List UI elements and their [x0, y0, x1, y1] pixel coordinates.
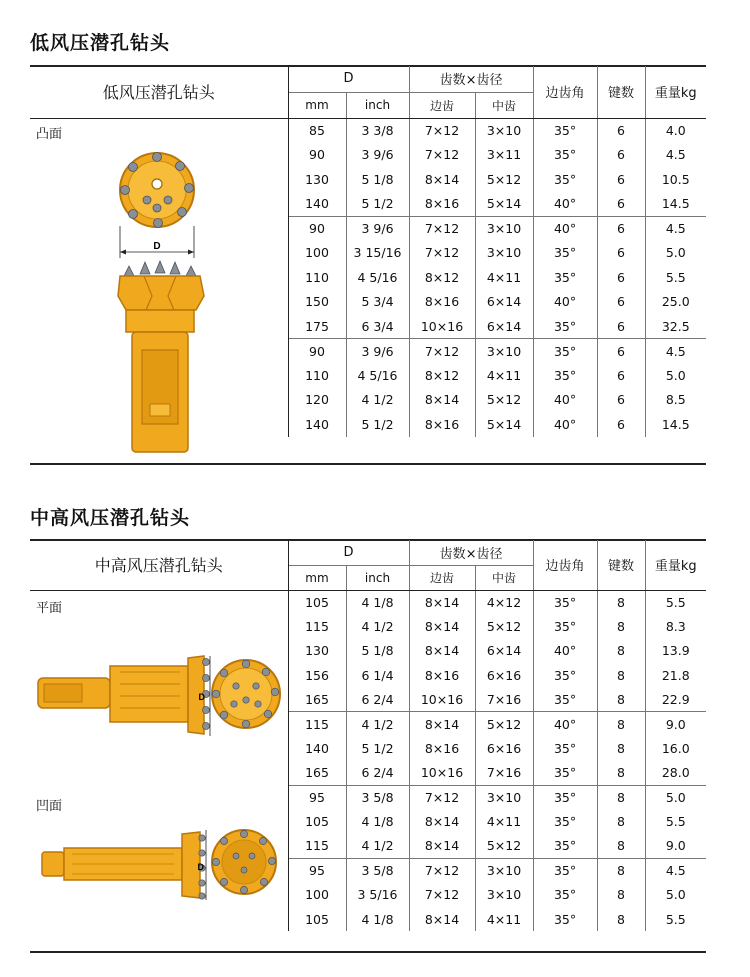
- cell-side-teeth: 7×12: [409, 216, 475, 241]
- cell-middle-teeth: 3×10: [475, 883, 533, 907]
- cell-angle: 40°: [533, 290, 597, 315]
- cell-inch: 3 5/8: [346, 858, 409, 882]
- cell-angle: 35°: [533, 688, 597, 712]
- cell-mm: 105: [288, 907, 346, 931]
- cell-mm: 85: [288, 118, 346, 143]
- cell-middle-teeth: 4×11: [475, 265, 533, 290]
- cell-angle: 35°: [533, 590, 597, 614]
- cell-side-teeth: 8×14: [409, 907, 475, 931]
- header-side-teeth: 边齿: [409, 565, 475, 590]
- cell-angle: 35°: [533, 118, 597, 143]
- cell-middle-teeth: 3×10: [475, 339, 533, 364]
- cell-side-teeth: 8×14: [409, 712, 475, 736]
- cell-inch: 5 3/4: [346, 290, 409, 315]
- cell-keys: 8: [597, 639, 645, 663]
- cell-angle: 35°: [533, 339, 597, 364]
- bit-side-view: [38, 656, 210, 736]
- header-middle-teeth: 中齿: [475, 92, 533, 118]
- cell-angle: 35°: [533, 363, 597, 388]
- diameter-label: D: [153, 241, 161, 252]
- cell-weight: 16.0: [645, 736, 706, 760]
- cell-middle-teeth: 4×11: [475, 363, 533, 388]
- cell-inch: 4 5/16: [346, 265, 409, 290]
- header-middle-teeth: 中齿: [475, 565, 533, 590]
- cell-side-teeth: 8×16: [409, 736, 475, 760]
- header-side-teeth: 边齿: [409, 92, 475, 118]
- bit-side-view: [118, 261, 204, 452]
- cell-keys: 6: [597, 167, 645, 192]
- cell-keys: 6: [597, 363, 645, 388]
- cell-side-teeth: 7×12: [409, 118, 475, 143]
- cell-mm: 105: [288, 810, 346, 834]
- cell-side-teeth: 8×14: [409, 639, 475, 663]
- cell-weight: 32.5: [645, 314, 706, 339]
- cell-angle: 35°: [533, 167, 597, 192]
- cell-weight: 13.9: [645, 639, 706, 663]
- cell-weight: 5.0: [645, 363, 706, 388]
- cell-inch: 4 1/8: [346, 907, 409, 931]
- cell-angle: 35°: [533, 314, 597, 339]
- cell-mm: 140: [288, 192, 346, 217]
- cell-keys: 6: [597, 339, 645, 364]
- header-keys: 键数: [597, 66, 645, 118]
- cell-inch: 3 15/16: [346, 241, 409, 266]
- cell-weight: 4.0: [645, 118, 706, 143]
- section-title: 中高风压潜孔钻头: [30, 507, 191, 529]
- cell-keys: 8: [597, 614, 645, 638]
- bit-side-view: [42, 830, 206, 900]
- cell-weight: 4.5: [645, 339, 706, 364]
- cell-middle-teeth: 5×12: [475, 388, 533, 413]
- convex-bit-illustration: [100, 148, 220, 458]
- cell-middle-teeth: 5×12: [475, 614, 533, 638]
- table-name: 中高风压潜孔钻头: [30, 540, 288, 590]
- table-name: 低风压潜孔钻头: [30, 66, 288, 118]
- cell-middle-teeth: 5×14: [475, 412, 533, 437]
- category-label-concave: 凹面: [36, 799, 63, 814]
- cell-weight: 4.5: [645, 143, 706, 168]
- cell-mm: 140: [288, 412, 346, 437]
- header-weight: 重量kg: [645, 540, 706, 590]
- cell-inch: 4 1/2: [346, 388, 409, 413]
- cell-angle: 40°: [533, 216, 597, 241]
- cell-keys: 6: [597, 265, 645, 290]
- cell-inch: 5 1/2: [346, 736, 409, 760]
- category-label-convex: 凸面: [36, 127, 63, 142]
- cell-weight: 28.0: [645, 761, 706, 785]
- cell-mm: 105: [288, 590, 346, 614]
- cell-mm: 115: [288, 834, 346, 858]
- cell-inch: 3 9/6: [346, 216, 409, 241]
- cell-keys: 6: [597, 143, 645, 168]
- cell-angle: 35°: [533, 736, 597, 760]
- cell-keys: 8: [597, 590, 645, 614]
- cell-side-teeth: 8×14: [409, 388, 475, 413]
- cell-weight: 4.5: [645, 858, 706, 882]
- cell-weight: 9.0: [645, 712, 706, 736]
- header-inch: inch: [346, 92, 409, 118]
- cell-mm: 120: [288, 388, 346, 413]
- cell-mm: 165: [288, 688, 346, 712]
- cell-inch: 4 1/8: [346, 590, 409, 614]
- diameter-label: D: [198, 692, 205, 702]
- cell-inch: 4 1/2: [346, 834, 409, 858]
- cell-middle-teeth: 3×10: [475, 216, 533, 241]
- cell-keys: 8: [597, 883, 645, 907]
- cell-angle: 35°: [533, 883, 597, 907]
- cell-angle: 35°: [533, 761, 597, 785]
- cell-keys: 8: [597, 663, 645, 687]
- cell-mm: 90: [288, 216, 346, 241]
- cell-middle-teeth: 5×14: [475, 192, 533, 217]
- cell-side-teeth: 8×16: [409, 192, 475, 217]
- cell-side-teeth: 8×14: [409, 614, 475, 638]
- cell-inch: 4 5/16: [346, 363, 409, 388]
- cell-middle-teeth: 3×10: [475, 118, 533, 143]
- cell-angle: 35°: [533, 858, 597, 882]
- cell-inch: 3 5/16: [346, 883, 409, 907]
- cell-side-teeth: 8×16: [409, 412, 475, 437]
- cell-side-teeth: 8×14: [409, 810, 475, 834]
- cell-side-teeth: 8×14: [409, 167, 475, 192]
- cell-side-teeth: 10×16: [409, 688, 475, 712]
- section-title: 低风压潜孔钻头: [30, 32, 171, 54]
- cell-mm: 110: [288, 363, 346, 388]
- header-teeth: 齿数×齿径: [409, 540, 533, 565]
- cell-middle-teeth: 6×14: [475, 314, 533, 339]
- cell-keys: 6: [597, 216, 645, 241]
- cell-side-teeth: 10×16: [409, 761, 475, 785]
- cell-middle-teeth: 3×10: [475, 785, 533, 809]
- diameter-label: D: [197, 862, 204, 872]
- cell-weight: 10.5: [645, 167, 706, 192]
- cell-side-teeth: 7×12: [409, 785, 475, 809]
- cell-angle: 40°: [533, 712, 597, 736]
- cell-angle: 35°: [533, 907, 597, 931]
- cell-mm: 165: [288, 761, 346, 785]
- cell-weight: 14.5: [645, 412, 706, 437]
- cell-mm: 100: [288, 883, 346, 907]
- table-row: [30, 590, 706, 614]
- cell-mm: 110: [288, 265, 346, 290]
- concave-bit-illustration: [38, 826, 284, 906]
- cell-inch: 4 1/2: [346, 712, 409, 736]
- cell-weight: 5.5: [645, 265, 706, 290]
- cell-inch: 3 3/8: [346, 118, 409, 143]
- cell-weight: 14.5: [645, 192, 706, 217]
- cell-keys: 6: [597, 388, 645, 413]
- cell-keys: 8: [597, 810, 645, 834]
- cell-weight: 5.0: [645, 785, 706, 809]
- section-rule: [30, 951, 706, 953]
- cell-inch: 4 1/8: [346, 810, 409, 834]
- header-weight: 重量kg: [645, 66, 706, 118]
- cell-angle: 35°: [533, 614, 597, 638]
- cell-keys: 8: [597, 785, 645, 809]
- cell-mm: 140: [288, 736, 346, 760]
- cell-angle: 40°: [533, 192, 597, 217]
- cell-angle: 35°: [533, 663, 597, 687]
- header-angle: 边齿角: [533, 66, 597, 118]
- section-rule: [30, 463, 706, 465]
- cell-weight: 5.0: [645, 883, 706, 907]
- cell-middle-teeth: 4×11: [475, 810, 533, 834]
- cell-inch: 6 2/4: [346, 688, 409, 712]
- cell-keys: 6: [597, 118, 645, 143]
- cell-mm: 95: [288, 785, 346, 809]
- cell-middle-teeth: 3×10: [475, 241, 533, 266]
- cell-side-teeth: 8×16: [409, 663, 475, 687]
- cell-middle-teeth: 4×11: [475, 907, 533, 931]
- bit-face-view: [212, 830, 276, 894]
- cell-middle-teeth: 6×16: [475, 663, 533, 687]
- cell-weight: 8.3: [645, 614, 706, 638]
- cell-keys: 6: [597, 192, 645, 217]
- cell-inch: 4 1/2: [346, 614, 409, 638]
- cell-mm: 156: [288, 663, 346, 687]
- cell-inch: 3 9/6: [346, 143, 409, 168]
- flat-bit-illustration: [34, 650, 284, 742]
- cell-inch: 5 1/2: [346, 412, 409, 437]
- cell-side-teeth: 8×14: [409, 590, 475, 614]
- cell-keys: 8: [597, 858, 645, 882]
- cell-side-teeth: 8×14: [409, 834, 475, 858]
- cell-side-teeth: 7×12: [409, 339, 475, 364]
- cell-keys: 6: [597, 314, 645, 339]
- cell-middle-teeth: 7×16: [475, 688, 533, 712]
- cell-angle: 35°: [533, 265, 597, 290]
- cell-weight: 5.5: [645, 590, 706, 614]
- cell-weight: 25.0: [645, 290, 706, 315]
- cell-keys: 6: [597, 290, 645, 315]
- cell-mm: 175: [288, 314, 346, 339]
- cell-middle-teeth: 7×16: [475, 761, 533, 785]
- header-teeth: 齿数×齿径: [409, 66, 533, 92]
- bit-face-view: [212, 660, 280, 728]
- cell-side-teeth: 7×12: [409, 883, 475, 907]
- cell-middle-teeth: 6×14: [475, 290, 533, 315]
- header-angle: 边齿角: [533, 540, 597, 590]
- cell-keys: 6: [597, 241, 645, 266]
- cell-inch: 3 5/8: [346, 785, 409, 809]
- cell-mm: 90: [288, 143, 346, 168]
- cell-angle: 35°: [533, 241, 597, 266]
- cell-angle: 40°: [533, 388, 597, 413]
- cell-keys: 8: [597, 688, 645, 712]
- cell-weight: 5.0: [645, 241, 706, 266]
- cell-middle-teeth: 3×10: [475, 858, 533, 882]
- cell-weight: 5.5: [645, 810, 706, 834]
- cell-mm: 150: [288, 290, 346, 315]
- cell-inch: 6 3/4: [346, 314, 409, 339]
- cell-angle: 35°: [533, 785, 597, 809]
- cell-side-teeth: 8×16: [409, 290, 475, 315]
- cell-side-teeth: 8×12: [409, 363, 475, 388]
- header-d: D: [288, 66, 409, 92]
- cell-angle: 40°: [533, 639, 597, 663]
- header-keys: 键数: [597, 540, 645, 590]
- table-row: [30, 118, 706, 143]
- cell-middle-teeth: 3×11: [475, 143, 533, 168]
- cell-middle-teeth: 5×12: [475, 834, 533, 858]
- bit-face-view: [120, 153, 194, 228]
- cell-middle-teeth: 4×12: [475, 590, 533, 614]
- cell-middle-teeth: 5×12: [475, 167, 533, 192]
- cell-side-teeth: 7×12: [409, 858, 475, 882]
- cell-mm: 115: [288, 712, 346, 736]
- cell-keys: 6: [597, 412, 645, 437]
- cell-weight: 22.9: [645, 688, 706, 712]
- cell-side-teeth: 8×12: [409, 265, 475, 290]
- cell-keys: 8: [597, 712, 645, 736]
- cell-angle: 35°: [533, 143, 597, 168]
- cell-weight: 9.0: [645, 834, 706, 858]
- cell-angle: 35°: [533, 810, 597, 834]
- header-mm: mm: [288, 565, 346, 590]
- cell-angle: 35°: [533, 834, 597, 858]
- cell-weight: 4.5: [645, 216, 706, 241]
- cell-inch: 5 1/2: [346, 192, 409, 217]
- cell-weight: 8.5: [645, 388, 706, 413]
- cell-side-teeth: 7×12: [409, 143, 475, 168]
- cell-weight: 5.5: [645, 907, 706, 931]
- cell-middle-teeth: 6×16: [475, 736, 533, 760]
- cell-weight: 21.8: [645, 663, 706, 687]
- cell-inch: 6 2/4: [346, 761, 409, 785]
- cell-angle: 40°: [533, 412, 597, 437]
- cell-mm: 130: [288, 639, 346, 663]
- cell-inch: 5 1/8: [346, 167, 409, 192]
- header-d: D: [288, 540, 409, 565]
- cell-keys: 8: [597, 736, 645, 760]
- cell-mm: 115: [288, 614, 346, 638]
- cell-inch: 5 1/8: [346, 639, 409, 663]
- cell-mm: 95: [288, 858, 346, 882]
- cell-mm: 100: [288, 241, 346, 266]
- cell-mm: 90: [288, 339, 346, 364]
- cell-middle-teeth: 5×12: [475, 712, 533, 736]
- cell-mm: 130: [288, 167, 346, 192]
- cell-keys: 8: [597, 761, 645, 785]
- cell-middle-teeth: 6×14: [475, 639, 533, 663]
- cell-keys: 8: [597, 907, 645, 931]
- cell-side-teeth: 7×12: [409, 241, 475, 266]
- cell-side-teeth: 10×16: [409, 314, 475, 339]
- cell-keys: 8: [597, 834, 645, 858]
- header-inch: inch: [346, 565, 409, 590]
- cell-inch: 6 1/4: [346, 663, 409, 687]
- category-label-flat: 平面: [36, 601, 63, 616]
- header-mm: mm: [288, 92, 346, 118]
- cell-inch: 3 9/6: [346, 339, 409, 364]
